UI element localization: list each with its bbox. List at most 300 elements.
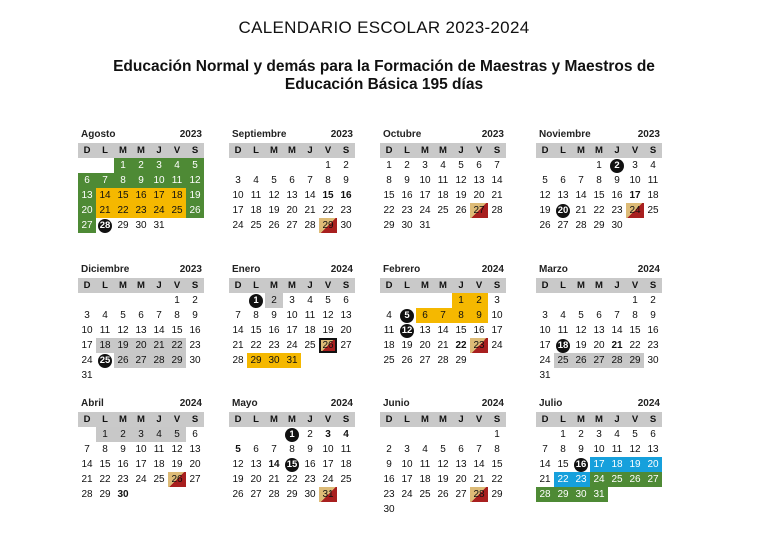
day-number: 7 [84,444,90,455]
day-cell [247,472,265,487]
day-cell [168,308,186,323]
day-number: 25 [171,205,183,216]
day-number: 5 [400,309,414,323]
day-number: 21 [575,205,587,216]
day-number: 11 [557,325,569,336]
day-number: 9 [614,175,620,186]
day-number: 24 [419,205,431,216]
day-cell [337,188,355,203]
month-name: Enero [232,264,261,275]
day-number: 17 [322,459,334,470]
day-cell [229,353,247,368]
day-cell [301,293,319,308]
month-year: 2024 [330,398,353,409]
day-cell [265,308,283,323]
day-number: 18 [419,474,431,485]
day-cell [96,472,114,487]
day-cell [536,457,554,472]
weekday-header: D [536,143,554,158]
day-number: 26 [322,340,334,351]
day-cell [319,158,337,173]
day-cell [337,338,355,353]
day-number: 24 [593,474,605,485]
day-number: 11 [171,175,183,186]
day-cell-blue [554,472,572,487]
day-cell [337,323,355,338]
weekday-header: V [470,143,488,158]
weekday-header: V [470,278,488,293]
weekday-header: V [319,278,337,293]
day-cell-gray [590,353,608,368]
day-number: 19 [629,459,641,470]
day-cell-gray [150,338,168,353]
day-number: 2 [120,429,126,440]
day-cell [229,472,247,487]
day-number: 15 [455,325,467,336]
day-number: 12 [268,190,280,201]
day-number: 12 [171,444,183,455]
day-number: 27 [557,220,569,231]
weekday-header: D [229,412,247,427]
month-year: 2024 [637,398,660,409]
weekday-header: M [590,412,608,427]
weekday-header: S [644,143,662,158]
weekday-header: V [168,278,186,293]
day-number: 3 [404,444,410,455]
empty-cell [265,158,283,173]
weekday-header: M [265,412,283,427]
weekday-header: L [247,278,265,293]
day-number: 27 [340,340,352,351]
day-number: 20 [250,474,262,485]
month-name: Marzo [539,264,568,275]
day-cell [78,338,96,353]
day-cell [488,308,506,323]
day-cell [536,323,554,338]
day-cell [380,308,398,323]
day-cell [301,173,319,188]
day-number: 11 [611,444,623,455]
weekday-header: D [78,412,96,427]
month-days-grid [229,278,359,368]
weekday-header: M [114,278,132,293]
day-number: 14 [268,459,280,470]
day-cell-vacation [572,487,590,502]
day-cell [132,218,150,233]
empty-cell [416,293,434,308]
day-cell [168,293,186,308]
day-cell [470,323,488,338]
day-cell [488,472,506,487]
day-number: 31 [322,489,334,500]
day-cell [608,173,626,188]
day-cell-blue [590,457,608,472]
day-cell [380,353,398,368]
day-number: 9 [650,310,656,321]
day-number: 16 [473,325,485,336]
day-number: 23 [401,205,413,216]
day-cell [452,487,470,502]
day-number: 6 [192,429,198,440]
day-number: 17 [135,459,147,470]
day-cell [247,487,265,502]
day-cell [150,308,168,323]
day-number: 14 [539,459,551,470]
day-cell [265,338,283,353]
day-number: 10 [322,444,334,455]
day-cell [186,472,204,487]
day-cell [229,308,247,323]
weekday-header: M [283,278,301,293]
day-number: 16 [647,325,659,336]
day-number: 8 [386,175,392,186]
empty-cell [536,427,554,442]
day-number: 23 [473,340,485,351]
day-number: 3 [542,310,548,321]
day-number: 16 [189,325,201,336]
empty-cell [536,293,554,308]
day-number: 26 [437,489,449,500]
day-cell [78,368,96,383]
weekday-header: M [572,412,590,427]
day-cell [114,308,132,323]
day-cell [380,158,398,173]
day-cell-circled [608,158,626,173]
day-number: 30 [268,355,280,366]
day-cell [590,308,608,323]
day-number: 17 [232,205,244,216]
day-cell [283,203,301,218]
weekday-header: L [96,412,114,427]
month-year: 2024 [179,398,202,409]
day-number: 27 [135,355,147,366]
day-cell-circled [96,353,114,368]
day-number: 3 [596,429,602,440]
day-number: 2 [386,444,392,455]
day-cell [488,158,506,173]
day-number: 28 [232,355,244,366]
day-number: 9 [404,175,410,186]
day-number: 21 [81,474,93,485]
month-mayo [229,398,359,502]
day-cell [247,173,265,188]
day-cell [247,308,265,323]
day-cell [554,442,572,457]
empty-cell [229,427,247,442]
day-cell-vacation [78,188,96,203]
weekday-header: L [96,143,114,158]
day-number: 12 [437,459,449,470]
day-number: 16 [383,474,395,485]
day-cell [644,308,662,323]
day-number: 3 [494,295,500,306]
day-number: 17 [539,340,551,351]
day-cell [337,218,355,233]
day-number: 18 [611,459,623,470]
day-number: 4 [650,160,656,171]
day-number: 24 [401,489,413,500]
day-number: 4 [343,429,349,440]
day-number: 21 [539,474,551,485]
day-cell-highlighted [150,188,168,203]
day-number: 21 [99,205,111,216]
day-number: 8 [325,175,331,186]
month-header [536,398,666,412]
day-number: 3 [138,429,144,440]
weekday-header: J [301,143,319,158]
month-year: 2024 [481,264,504,275]
day-cell-vacation [78,218,96,233]
day-number: 15 [286,459,298,470]
day-cell-blue [608,457,626,472]
weekday-header: S [186,143,204,158]
day-number: 1 [102,429,108,440]
day-cell [78,457,96,472]
weekday-header: M [434,143,452,158]
day-number: 25 [557,355,569,366]
day-cell-council [626,203,644,218]
day-cell [452,472,470,487]
day-cell [434,353,452,368]
day-number: 26 [117,355,129,366]
weekday-header: J [452,278,470,293]
day-cell [452,323,470,338]
day-number: 13 [135,325,147,336]
day-number: 30 [117,489,129,500]
day-cell [416,457,434,472]
day-number: 12 [539,190,551,201]
day-number: 24 [322,474,334,485]
day-number: 31 [81,370,93,381]
day-number: 13 [473,175,485,186]
day-number: 5 [271,175,277,186]
month-year: 2024 [330,264,353,275]
day-number: 31 [539,370,551,381]
day-cell [265,457,283,472]
month-name: Agosto [81,129,116,140]
day-number: 25 [153,474,165,485]
day-cell [488,457,506,472]
day-cell-blue [644,457,662,472]
day-cell [150,472,168,487]
day-cell [398,338,416,353]
day-number: 19 [171,459,183,470]
weekday-header: J [608,278,626,293]
day-cell [536,308,554,323]
weekday-header: D [536,278,554,293]
day-number: 12 [117,325,129,336]
day-cell-council [470,203,488,218]
day-cell [229,442,247,457]
day-number: 7 [614,310,620,321]
day-number: 17 [593,459,605,470]
day-number: 19 [189,190,201,201]
day-number: 16 [135,190,147,201]
day-number: 4 [253,175,259,186]
day-number: 22 [593,205,605,216]
day-cell [168,323,186,338]
day-cell [132,323,150,338]
day-cell [398,442,416,457]
day-cell [644,203,662,218]
day-cell [608,203,626,218]
day-number: 6 [289,175,295,186]
day-number: 5 [632,429,638,440]
day-number: 29 [250,355,262,366]
day-cell-circled [247,293,265,308]
weekday-header: S [488,412,506,427]
month-days-grid [380,143,510,233]
day-number: 22 [455,340,467,351]
day-number: 26 [232,489,244,500]
day-cell [626,188,644,203]
weekday-header: D [536,412,554,427]
day-cell-gray [96,427,114,442]
day-number: 27 [250,489,262,500]
day-number: 26 [189,205,201,216]
month-days-grid [380,278,510,368]
day-number: 30 [189,355,201,366]
day-number: 10 [286,310,298,321]
day-number: 13 [455,459,467,470]
day-number: 5 [120,310,126,321]
subtitle-line-2: Educación Básica 195 días [284,76,484,93]
day-number: 20 [135,340,147,351]
day-number: 1 [458,295,464,306]
weekday-header: S [337,412,355,427]
day-number: 4 [102,310,108,321]
day-cell [572,442,590,457]
day-number: 18 [557,340,569,351]
day-number: 28 [153,355,165,366]
day-cell [301,188,319,203]
day-cell [186,293,204,308]
day-cell [536,173,554,188]
day-number: 4 [440,160,446,171]
day-cell [96,442,114,457]
day-cell [488,487,506,502]
day-number: 22 [383,205,395,216]
month-header [380,264,510,278]
day-number: 7 [235,310,241,321]
month-header [380,398,510,412]
day-number: 11 [340,444,352,455]
month-name: Mayo [232,398,258,409]
weekday-header: L [398,278,416,293]
day-cell [434,158,452,173]
day-cell [229,457,247,472]
day-cell [554,188,572,203]
day-number: 1 [285,428,299,442]
month-days-grid [78,412,208,502]
day-cell [470,188,488,203]
day-number: 1 [632,295,638,306]
day-cell [416,218,434,233]
day-number: 27 [286,220,298,231]
day-cell-vacation [536,487,554,502]
month-days-grid [78,143,208,233]
month-name: Diciembre [81,264,130,275]
month-header [78,398,208,412]
day-cell [398,457,416,472]
day-number: 13 [340,310,352,321]
day-number: 24 [539,355,551,366]
day-cell-vacation [186,173,204,188]
day-cell [283,188,301,203]
day-cell [536,203,554,218]
day-number: 17 [491,325,503,336]
day-cell-highlighted [470,293,488,308]
day-cell [301,487,319,502]
weekday-header: S [337,143,355,158]
day-number: 1 [174,295,180,306]
day-number: 14 [232,325,244,336]
month-header [536,264,666,278]
day-number: 22 [171,340,183,351]
day-number: 15 [557,459,569,470]
day-number: 23 [189,340,201,351]
day-number: 9 [343,175,349,186]
day-cell [398,487,416,502]
day-cell-circled [398,308,416,323]
day-number: 12 [189,175,201,186]
month-febrero [380,264,510,368]
day-number: 24 [286,340,298,351]
month-name: Junio [383,398,410,409]
empty-cell [96,293,114,308]
day-cell [380,457,398,472]
weekday-header: L [247,143,265,158]
weekday-header: L [554,143,572,158]
month-name: Septiembre [232,129,287,140]
day-cell [452,158,470,173]
day-number: 21 [491,190,503,201]
day-number: 22 [491,474,503,485]
day-number: 8 [458,310,464,321]
empty-cell [398,427,416,442]
weekday-header: L [554,412,572,427]
day-cell [608,308,626,323]
day-cell-gray [168,353,186,368]
day-number: 19 [232,474,244,485]
day-cell-gray [96,338,114,353]
weekday-header: M [132,143,150,158]
day-number: 28 [473,489,485,500]
day-cell [380,487,398,502]
day-number: 13 [557,190,569,201]
day-number: 30 [647,355,659,366]
day-cell-vacation [554,487,572,502]
month-days-grid [380,412,510,517]
day-number: 10 [232,190,244,201]
day-number: 22 [322,205,334,216]
day-number: 13 [286,190,298,201]
day-number: 6 [560,175,566,186]
day-cell [114,472,132,487]
day-cell [488,323,506,338]
day-number: 29 [322,220,334,231]
day-cell-vacation [626,472,644,487]
month-header [536,129,666,143]
day-number: 4 [614,429,620,440]
day-cell-gray [132,427,150,442]
day-number: 14 [153,325,165,336]
month-days-grid [78,278,208,383]
day-cell [590,442,608,457]
day-cell [416,338,434,353]
day-cell [554,427,572,442]
day-cell [554,323,572,338]
